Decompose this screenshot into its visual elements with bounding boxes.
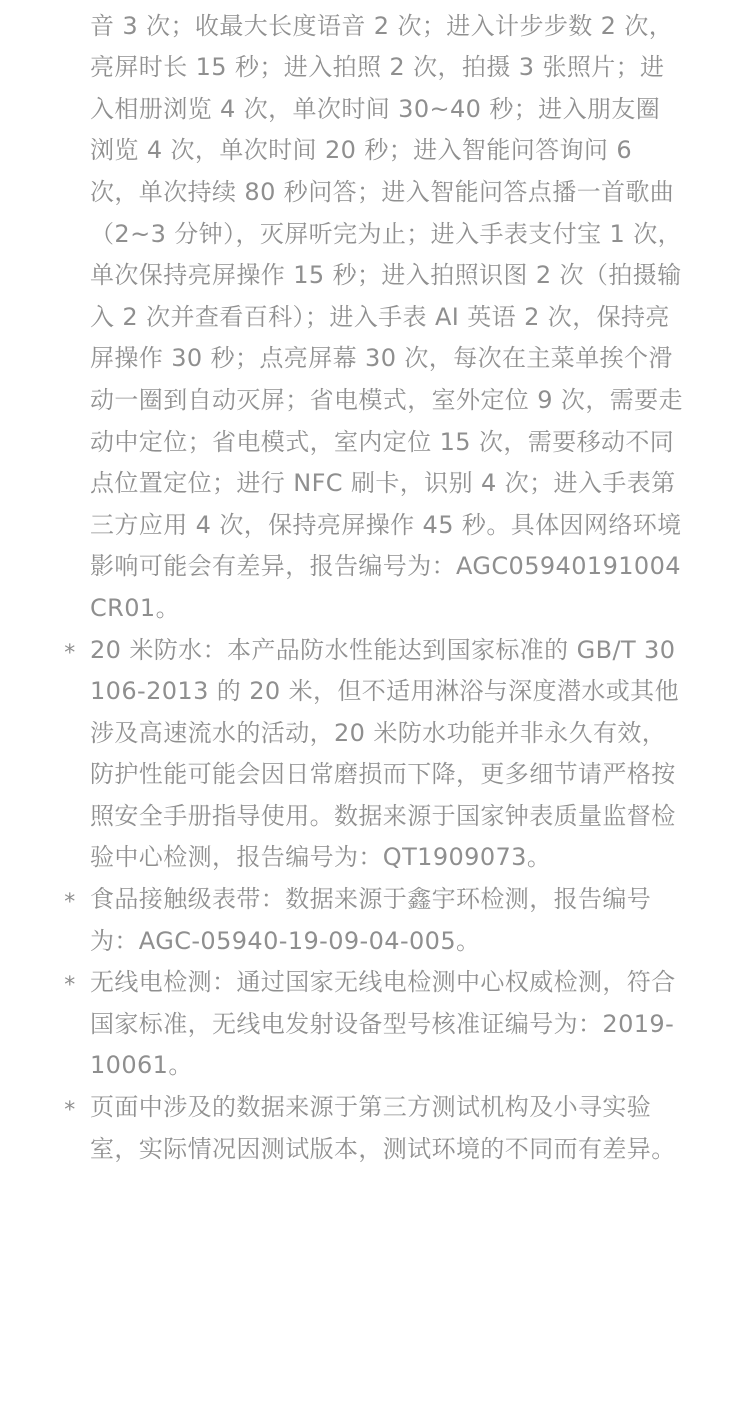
footnote-text: 音 3 次；收最大长度语音 2 次；进入计步步数 2 次，亮屏时长 15 秒；进入拍照 2 次，拍摄 3 张照片；进入相册浏览 4 次，单次时间 30~40 秒；进入朋友圈浏览 4 次，单次时间 20 秒；进入智能问答询问 6 次，单次持续 80 秒问答；进入智能问答点播一首歌曲（2~3 分钟），灭屏听完为止；进入手表支付宝 1 次，单次保持亮屏操作 15 秒；进入拍照识图 2 次（拍摄输入 2 次并查看百科）；进入手表 AI 英语 2 次，保持亮屏操作 30 秒；点亮屏幕 30 次，每次在主菜单挨个滑动一圈到自动灭屏；省电模式，室外定位 9 次，需要走动中定位；省电模式，室内定位 15 次，需要移动不同点位置定位；进行 NFC 刷卡，识别 4 次；进入手表第三方应用 4 次，保持亮屏操作 45 秒。具体因网络环境影响可能会有差异，报告编号为：AGC05940191004CR01。 (90, 11, 683, 622)
footnote-bullet: * (64, 890, 76, 916)
footnote-text: 20 米防水：本产品防水性能达到国家标准的 GB/T 30106-2013 的 20 米，但不适用淋浴与深度潜水或其他涉及高速流水的活动，20 米防水功能并非永久有效，防护性能可能会因日常磨损而下降，更多细节请严格按照安全手册指导使用。数据来源于国家钟表质量监督检验中心检测，报告编号为：QT1909073。 (90, 635, 679, 872)
footnote-item-data-source (0, 1087, 750, 1170)
footnote-bullet: * (64, 640, 76, 666)
footnote-text: 食品接触级表带：数据来源于鑫宇环检测，报告编号为：AGC-05940-19-09-04-005。 (90, 885, 652, 955)
footnote-item-food-grade-strap (0, 879, 750, 962)
footnote-bullet: * (64, 1098, 76, 1124)
footnote-text: 页面中涉及的数据来源于第三方测试机构及小寻实验室，实际情况因测试版本，测试环境的不同而有差异。 (90, 1093, 676, 1163)
footnote-item-radio-certification (0, 962, 750, 1087)
footnote-text: 无线电检测：通过国家无线电检测中心权威检测，符合国家标准，无线电发射设备型号核准证编号为：2019-10061。 (90, 968, 676, 1080)
footnote-item-waterproof (0, 630, 750, 880)
footnote-item-battery-test (0, 0, 750, 630)
footnote-bullet: * (64, 973, 76, 999)
